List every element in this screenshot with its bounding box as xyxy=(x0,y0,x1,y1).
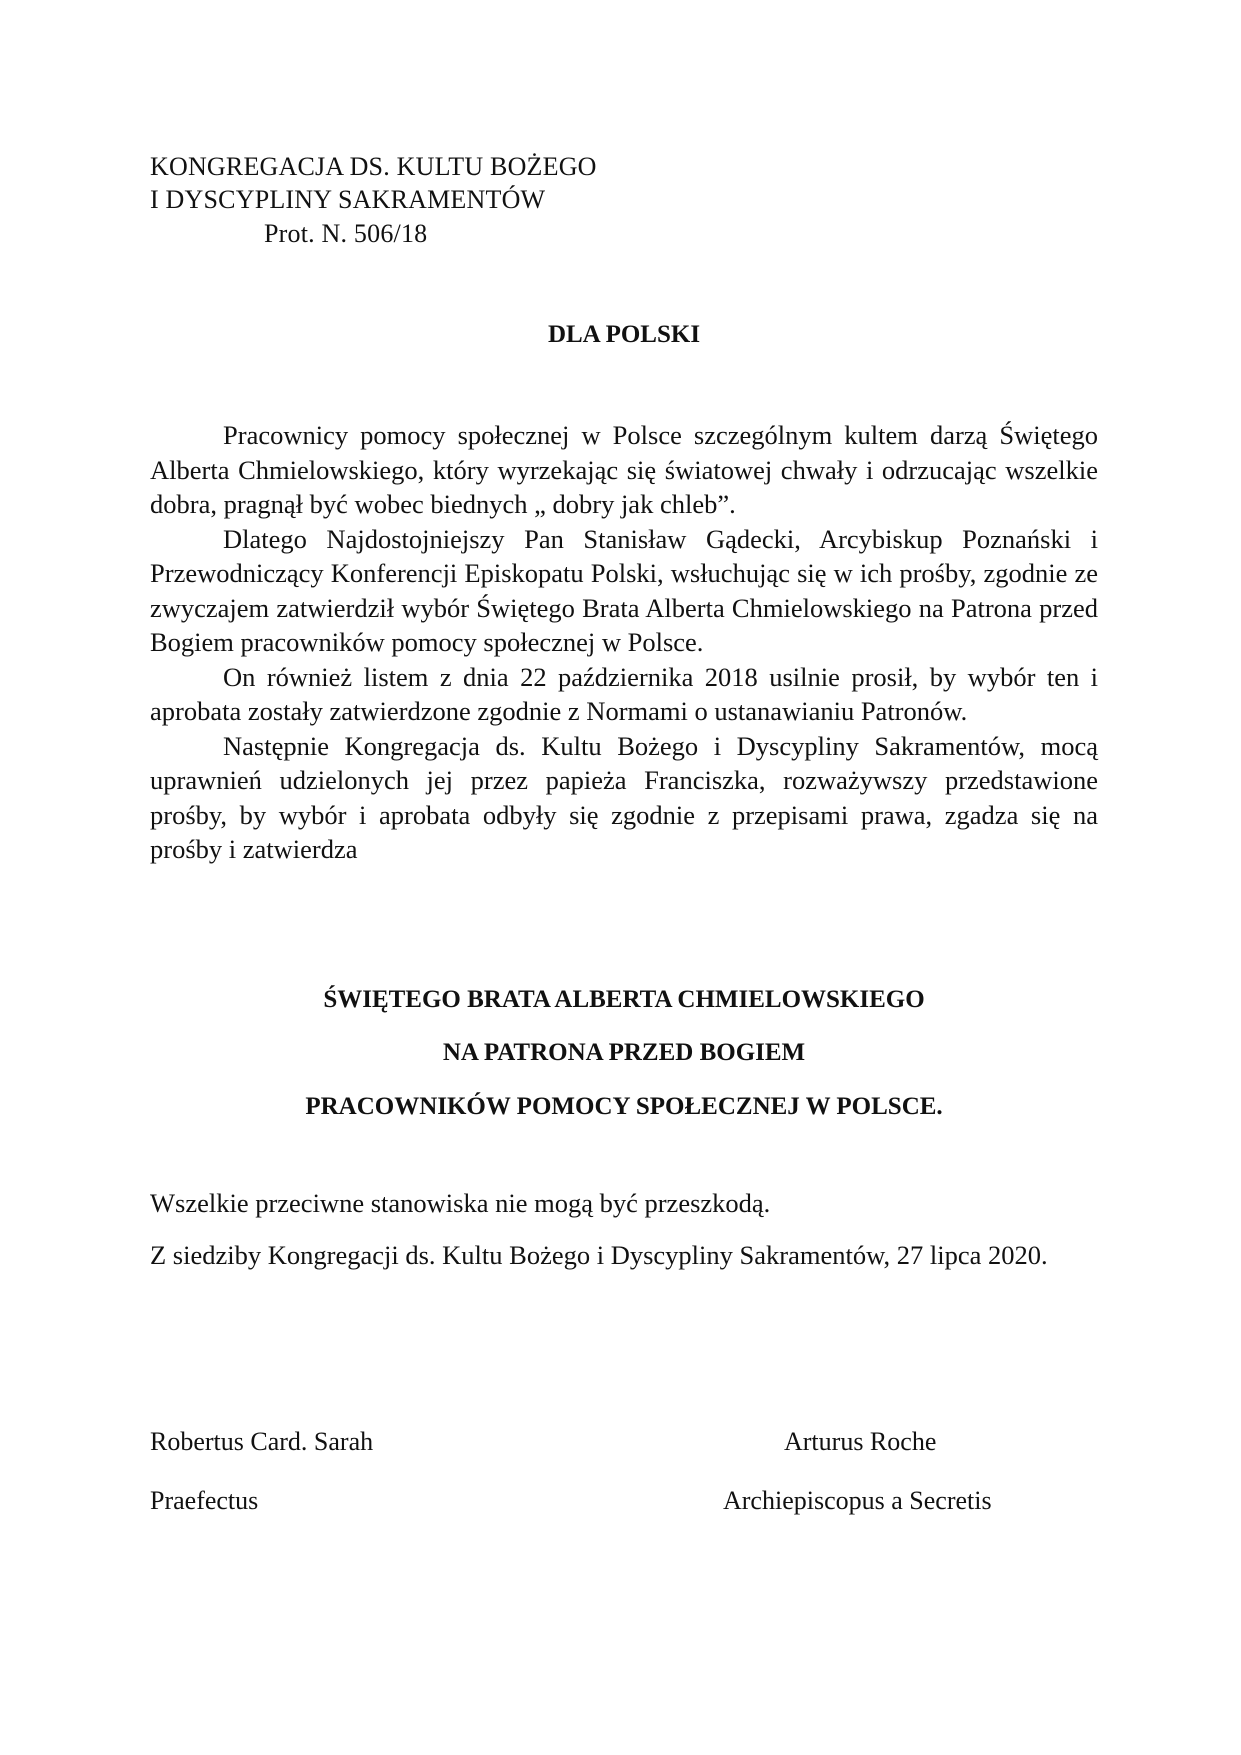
closing-clause-text: Wszelkie przeciwne stanowiska nie mogą być przeszkodą. xyxy=(150,1188,771,1218)
paragraph: Następnie Kongregacja ds. Kultu Bożego i Dyscypliny Sakramentów, mocą uprawnień udzielonych jej przez papieża Franciszka, rozważywszy przedstawione prośby, by wybór i aprobata odbyły się zgodnie z przepisami prawa, zgadza się na prośby i zatwierdza xyxy=(150,730,1098,864)
header-line-1: KONGREGACJA DS. KULTU BOŻEGO xyxy=(150,152,597,181)
decree-line-1: ŚWIĘTEGO BRATA ALBERTA CHMIELOWSKIEGO xyxy=(323,986,925,1013)
paragraph: Pracownicy pomocy społecznej w Polsce szczególnym kultem darzą Świętego Alberta Chmielowskiego, który wyrzekając się światowej chwały i odrzucając wszelkie dobra, pragnął być wobec biednych „ dobry jak chleb”. xyxy=(150,420,1098,519)
paragraph: Dlatego Najdostojniejszy Pan Stanisław Gądecki, Arcybiskup Poznański i Przewodniczący Konferencji Episkopatu Polski, wsłuchując się w ich prośby, zgodnie ze zwyczajem zatwierdził wybór Świętego Brata Alberta Chmielowskiego na Patrona przed Bogiem pracowników pomocy społecznej w Polsce. xyxy=(150,523,1098,657)
signature-left-name: Robertus Card. Sarah xyxy=(150,1427,374,1456)
document-title: DLA POLSKI xyxy=(547,321,701,348)
place-date-text: Z siedziby Kongregacji ds. Kultu Bożego i Dyscypliny Sakramentów, 27 lipca 2020. xyxy=(150,1240,1048,1270)
decree-line-3: PRACOWNIKÓW POMOCY SPOŁECZNEJ W POLSCE. xyxy=(305,1093,943,1120)
decree-line-2: NA PATRONA PRZED BOGIEM xyxy=(442,1039,806,1066)
place-date xyxy=(150,1238,1098,1273)
body-text xyxy=(150,418,1098,867)
signature-right-name: Arturus Roche xyxy=(784,1427,937,1456)
protocol-number: Prot. N. 506/18 xyxy=(264,219,428,248)
signature-left-title: Praefectus xyxy=(150,1486,259,1515)
signature-right-title: Archiepiscopus a Secretis xyxy=(723,1486,992,1515)
closing-clause xyxy=(150,1186,1098,1221)
paragraph: On również listem z dnia 22 października 2018 usilnie prosił, by wybór ten i aprobata zostały zatwierdzone zgodnie z Normami o ustanawianiu Patronów. xyxy=(150,661,1098,726)
header-line-2: I DYSCYPLINY SAKRAMENTÓW xyxy=(150,185,546,214)
